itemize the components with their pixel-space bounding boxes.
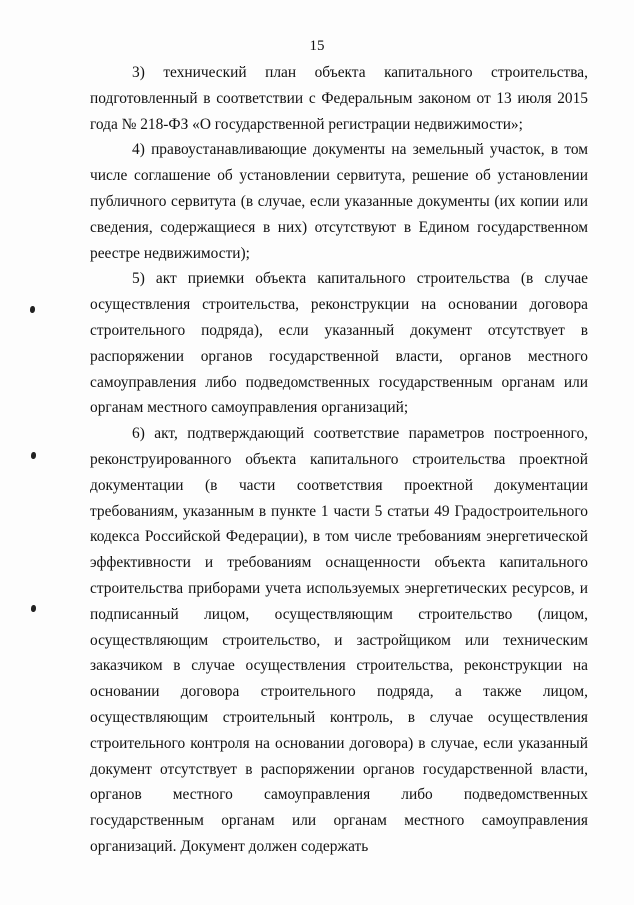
paragraph-item-6: 6) акт, подтверждающий соответствие параметров построенного, реконструированного объекта капитального строительства проектной документации (в части соответствия проектной документации требованиям, указанным в пункте 1 части 5 статьи 49 Градостроительного кодекса Российской Федерации), в том числе требованиям энергетической эффективности и требованиям оснащенности объекта капитального строительства приборами учета используемых энергетических ресурсов, и подписанный лицом, осуществляющим строительство (лицом, осуществляющим строительство, и застройщиком или техническим заказчиком в случае осуществления строительства, реконструкции на основании договора строительного подряда, а также лицом, осуществляющим строительный контроль, в случае осуществления строительного контроля на основании договора) в случае, если указанный документ отсутствует в распоряжении органов государственной власти, органов местного самоуправления либо подведомственных государственным органам или органам местного самоуправления организаций. Документ должен содержать — [90, 425, 588, 855]
scan-mark — [30, 306, 35, 313]
scan-mark — [31, 605, 36, 612]
paragraph-item-4: 4) правоустанавливающие документы на земельный участок, в том числе соглашение об установлении сервитута, решение об установлении публичного сервитута (в случае, если указанные документы (их копии или сведения, содержащиеся в них) отсутствуют в Едином государственном реестре недвижимости); — [90, 141, 588, 262]
paragraph-item-3: 3) технический план объекта капитального строительства, подготовленный в соответствии с Федеральным законом от 13 июля 2015 года № 218-ФЗ «О государственной регистрации недвижимости»; — [90, 64, 588, 133]
document-body — [90, 60, 588, 860]
page-number: 15 — [309, 38, 325, 54]
paragraph-item-5: 5) акт приемки объекта капитального строительства (в случае осуществления строительства, реконструкции на основании договора строительного подряда), если указанный документ отсутствует в распоряжении органов государственной власти, органов местного самоуправления либо подведомственных государственным органам или органам местного самоуправления организаций; — [90, 270, 588, 417]
scan-mark — [31, 452, 36, 459]
